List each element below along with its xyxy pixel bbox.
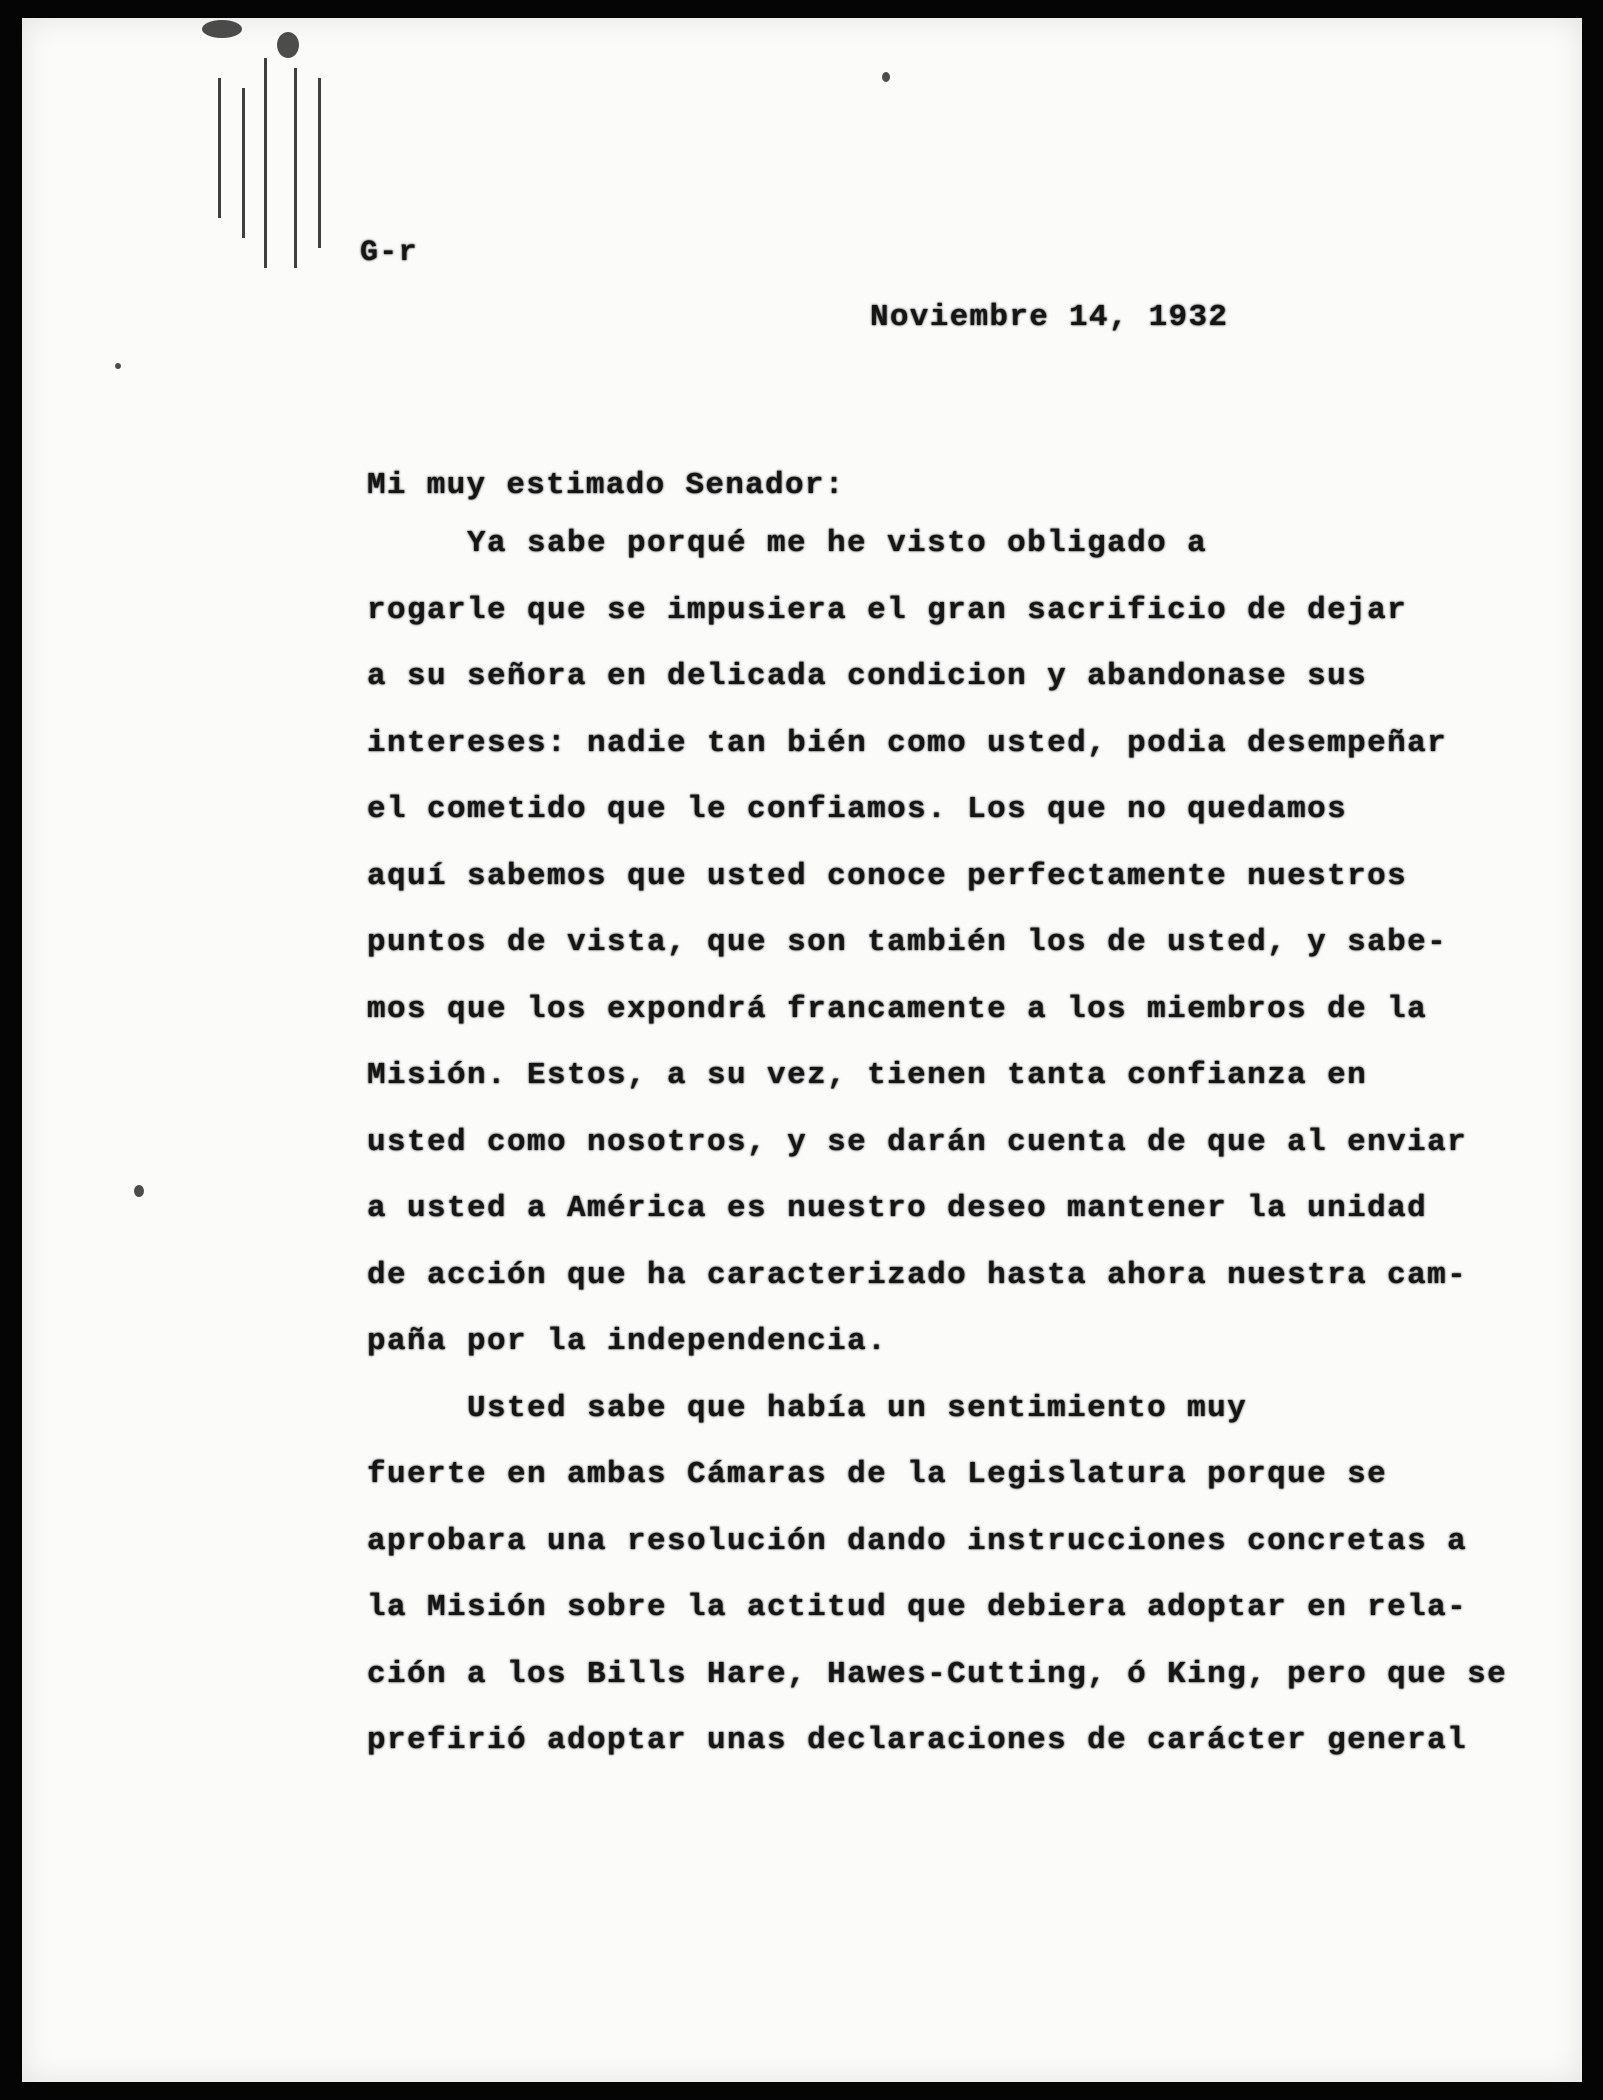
body-line: prefirió adoptar unas declaraciones de carácter general [367,1723,1468,1758]
body-line: Usted sabe que había un sentimiento muy [467,1390,1248,1426]
body-line: rogarle que se impusiera el gran sacrificio de dejar [367,592,1408,628]
body-line: Ya sabe porqué me he visto obligado a [467,526,1208,561]
body-line: el cometido que le confiamos. Los que no quedamos [367,792,1348,827]
body-line: puntos de vista, que son también los de usted, y sabe- [367,925,1448,960]
letter-date: Noviembre 14, 1932 [870,300,1229,335]
letter-body [367,526,1507,1790]
body-line: usted como nosotros, y se darán cuenta de que al enviar [367,1124,1468,1160]
scan-speck [277,32,299,58]
scan-speck [134,1185,144,1197]
body-line: a su señora en delicada condicion y abandonase sus [367,659,1368,694]
letter-page [22,18,1582,2082]
binder-mark [294,68,297,268]
body-line: intereses: nadie tan bién como usted, podia desempeñar [367,725,1448,761]
binder-mark [318,78,321,248]
binder-mark [264,58,267,268]
body-line: Misión. Estos, a su vez, tienen tanta confianza en [367,1058,1368,1093]
body-line: a usted a América es nuestro deseo mantener la unidad [367,1191,1428,1226]
salutation: Mi muy estimado Senador: [367,468,845,503]
body-line: fuerte en ambas Cámaras de la Legislatura porque se [367,1457,1388,1492]
scan-speck [202,20,242,38]
body-line: de acción que ha caracterizado hasta ahora nuestra cam- [367,1257,1468,1293]
body-line: ción a los Bills Hare, Hawes-Cutting, ó King, pero que se [367,1656,1508,1692]
scan-speck [882,72,890,82]
reference-code: G-r [360,236,418,270]
body-line: aquí sabemos que usted conoce perfectamente nuestros [367,858,1408,894]
body-line: aprobara una resolución dando instrucciones concretas a [367,1523,1468,1559]
scan-speck [115,363,121,369]
body-line: la Misión sobre la actitud que debiera adoptar en rela- [367,1590,1468,1625]
body-line: mos que los expondrá francamente a los miembros de la [367,991,1428,1027]
body-line: paña por la independencia. [367,1324,888,1359]
binder-mark [242,88,245,238]
binder-mark [218,78,221,218]
